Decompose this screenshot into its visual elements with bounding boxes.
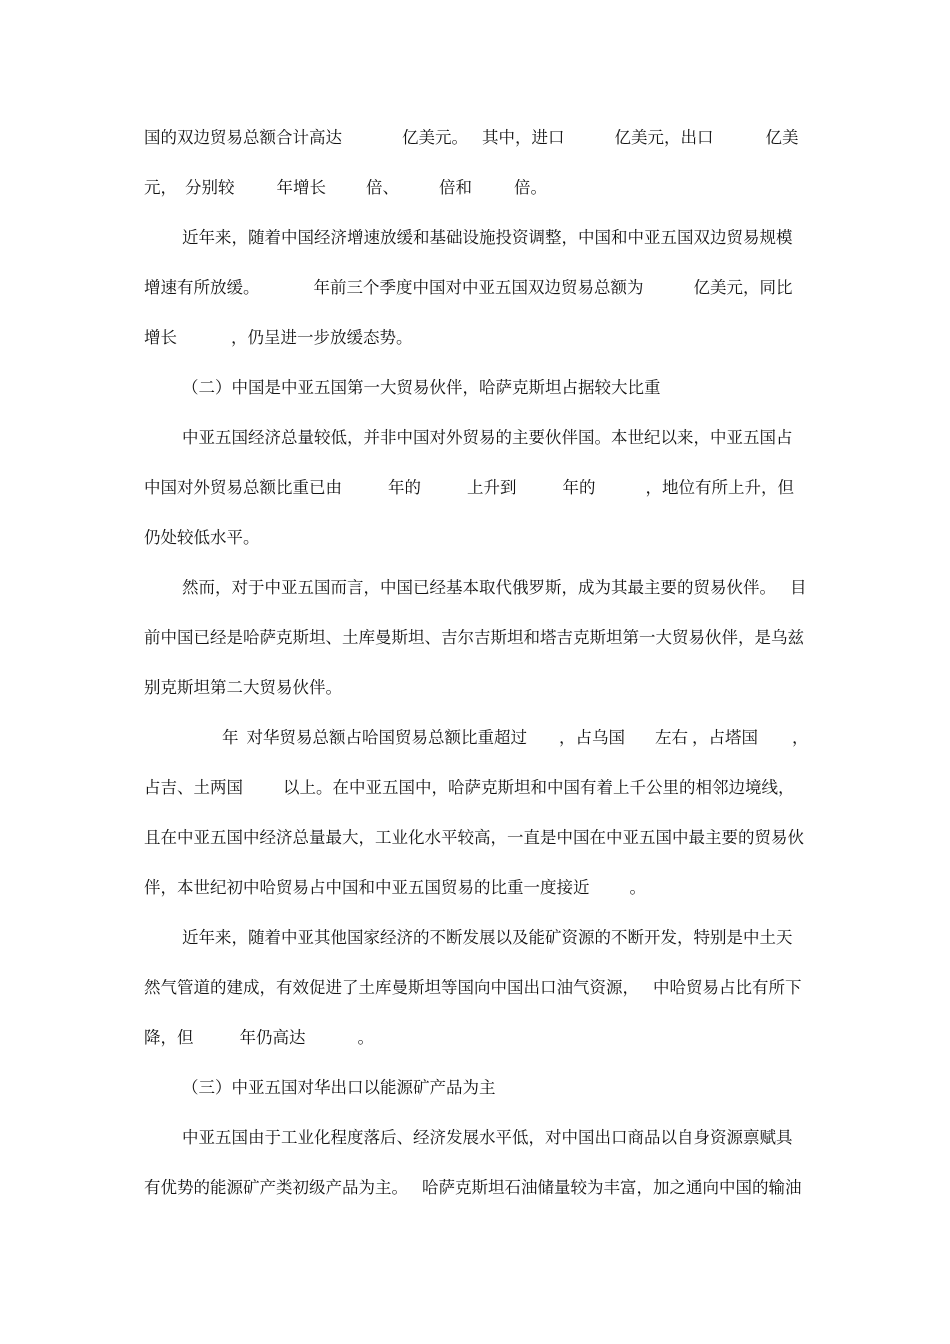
text-line: 前中国已经是哈萨克斯坦、土库曼斯坦、吉尔吉斯坦和塔吉克斯坦第一大贸易伙伴，是乌兹 xyxy=(144,628,804,647)
text-line: 近年来，随着中国经济增速放缓和基础设施投资调整，中国和中亚五国双边贸易规模 xyxy=(182,228,793,247)
text-line xyxy=(144,175,547,201)
text-segment: 有优势的能源矿产类初级产品为主。 xyxy=(144,1178,408,1197)
text-segment: ，占塔国 xyxy=(692,728,758,747)
text-segment: 年增长 xyxy=(276,178,326,197)
text-segment: 中哈贸易占比有所下 xyxy=(653,978,802,997)
text-segment: 亿美 xyxy=(765,128,799,147)
text-segment: 然气管道的建成，有效促进了土库曼斯坦等国向中国出口油气资源， xyxy=(144,978,639,997)
text-segment: 国的双边贸易总额合计高达 xyxy=(144,128,342,147)
text-line: 仍处较低水平。 xyxy=(144,528,260,547)
text-segment: 。 xyxy=(357,1028,374,1047)
text-segment: ， xyxy=(792,728,809,747)
text-line xyxy=(144,975,802,1001)
text-segment: 伴，本世纪初中哈贸易占中国和中亚五国贸易的比重一度接近 xyxy=(144,878,590,897)
text-segment: 左右 xyxy=(655,728,688,747)
text-line xyxy=(144,475,794,501)
text-segment: ，占乌国 xyxy=(559,728,625,747)
text-line: 近年来，随着中亚其他国家经济的不断发展以及能矿资源的不断开发，特别是中土天 xyxy=(182,928,793,947)
text-segment: ，仍呈进一步放缓态势。 xyxy=(231,328,413,347)
text-line xyxy=(144,775,795,801)
text-segment: 增速有所放缓。 xyxy=(144,278,260,297)
text-segment: 然而，对于中亚五国而言，中国已经基本取代俄罗斯，成为其最主要的贸易伙伴。 xyxy=(182,578,776,597)
text-line xyxy=(144,325,413,351)
section-heading: （三）中亚五国对华出口以能源矿产品为主 xyxy=(182,1078,496,1097)
text-line xyxy=(222,725,809,751)
text-line: 且在中亚五国中经济总量最大，工业化水平较高，一直是中国在中亚五国中最主要的贸易伙 xyxy=(144,828,804,847)
text-segment: 倍和 xyxy=(439,178,472,197)
text-segment: 亿美元，出口 xyxy=(614,128,714,147)
text-line xyxy=(144,875,646,901)
text-segment: 年 xyxy=(222,728,239,747)
section-heading: （二）中国是中亚五国第一大贸易伙伴，哈萨克斯坦占据较大比重 xyxy=(182,378,661,397)
text-segment: 哈萨克斯坦石油储量较为丰富，加之通向中国的输油 xyxy=(422,1178,802,1197)
text-segment: 倍、 xyxy=(366,178,399,197)
text-segment: 其中，进口 xyxy=(482,128,565,147)
text-segment: 倍。 xyxy=(514,178,547,197)
text-segment: 年前三个季度中国对中亚五国双边贸易总额为 xyxy=(313,278,644,297)
text-segment: 年仍高达 xyxy=(239,1028,306,1047)
text-line xyxy=(144,1175,802,1201)
text-segment: 占吉、土两国 xyxy=(144,778,243,797)
text-line xyxy=(182,575,807,601)
text-segment: 以上。在中亚五国中，哈萨克斯坦和中国有着上千公里的相邻边境线， xyxy=(283,778,795,797)
text-segment: 中国对外贸易总额比重已由 xyxy=(144,478,342,497)
text-segment: 亿美元。 xyxy=(402,128,468,147)
text-segment: 分别较 xyxy=(185,178,235,197)
text-segment: 增长 xyxy=(144,328,177,347)
text-line xyxy=(144,1025,374,1051)
text-segment: 上升到 xyxy=(467,478,517,497)
text-segment: 对华贸易总额占哈国贸易总额比重超过 xyxy=(246,728,527,747)
text-segment: 年的 xyxy=(562,478,596,497)
text-segment: 降，但 xyxy=(144,1028,194,1047)
text-segment: 。 xyxy=(629,878,646,897)
text-line: 中亚五国由于工业化程度落后、经济发展水平低，对中国出口商品以自身资源禀赋具 xyxy=(182,1128,793,1147)
text-segment: ，地位有所上升，但 xyxy=(645,478,794,497)
text-segment: 元， xyxy=(144,178,177,197)
text-line xyxy=(144,125,799,151)
text-segment: 亿美元，同比 xyxy=(693,278,793,297)
text-line xyxy=(144,275,793,301)
text-line: 别克斯坦第二大贸易伙伴。 xyxy=(144,678,342,697)
text-line: 中亚五国经济总量较低，并非中国对外贸易的主要伙伴国。本世纪以来，中亚五国占 xyxy=(182,428,793,447)
text-segment: 年的 xyxy=(388,478,421,497)
text-segment: 目 xyxy=(790,578,807,597)
